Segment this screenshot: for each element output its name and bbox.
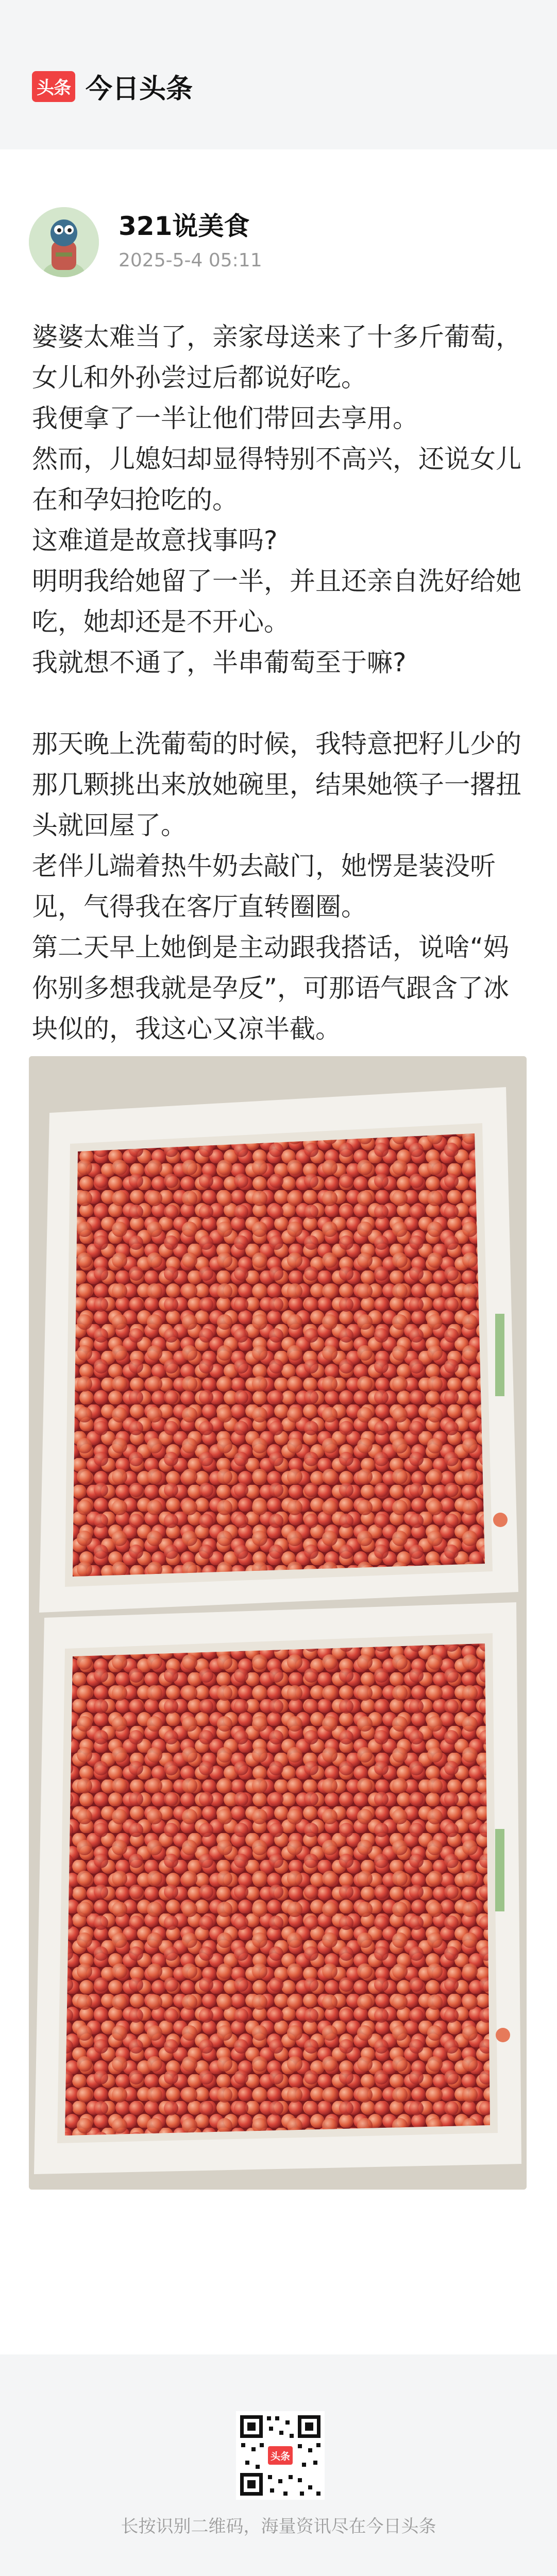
paragraph: 那天晚上洗葡萄的时候，我特意把籽儿少的那几颗挑出来放她碗里，结果她筷子一撂扭头就回屋了。 bbox=[32, 729, 521, 840]
paragraph: 我便拿了一半让他们带回去享用。 bbox=[32, 403, 418, 433]
paragraph: 老伴儿端着热牛奶去敲门，她愣是装没听见，气得我在客厅直转圈圈。 bbox=[32, 851, 496, 922]
qr-logo-badge: 头条 bbox=[268, 2446, 293, 2465]
avatar-figure-icon bbox=[29, 207, 99, 277]
qr-tip: 长按识别二维码，海量资讯尽在今日头条 bbox=[121, 2516, 436, 2537]
author-block[interactable] bbox=[29, 207, 262, 277]
article-photo[interactable] bbox=[29, 1056, 527, 2190]
brand[interactable] bbox=[32, 67, 193, 106]
paragraph: 第二天早上她倒是主动跟我搭话，说啥“妈你别多想我就是孕反”，可那语气跟含了冰块似的，我这心又凉半截。 bbox=[32, 933, 509, 1044]
app-header bbox=[0, 0, 557, 149]
grapes-photo-image bbox=[29, 1056, 527, 2190]
share-footer bbox=[0, 2354, 557, 2576]
paragraph: 然而，儿媳妇却显得特别不高兴，还说女儿在和孕妇抢吃的。 bbox=[32, 444, 521, 515]
publish-time: 2025-5-4 05:11 bbox=[119, 250, 262, 271]
paragraph-gap bbox=[32, 683, 530, 724]
paragraph: 婆婆太难当了，亲家母送来了十多斤葡萄，女儿和外孙尝过后都说好吃。 bbox=[32, 322, 521, 393]
app-name: 今日头条 bbox=[86, 74, 193, 105]
author-name[interactable]: 321说美食 bbox=[119, 211, 250, 241]
qr-code[interactable] bbox=[236, 2411, 325, 2500]
toutiao-logo-icon: 头条 bbox=[32, 71, 75, 102]
paragraph: 明明我给她留了一半，并且还亲自洗好给她吃，她却还是不开心。 bbox=[32, 566, 521, 637]
paragraph: 我就想不通了，半串葡萄至于嘛? bbox=[32, 648, 407, 677]
article-card bbox=[0, 149, 557, 2354]
paragraph: 这难道是故意找事吗? bbox=[32, 526, 278, 555]
avatar[interactable] bbox=[29, 207, 99, 277]
